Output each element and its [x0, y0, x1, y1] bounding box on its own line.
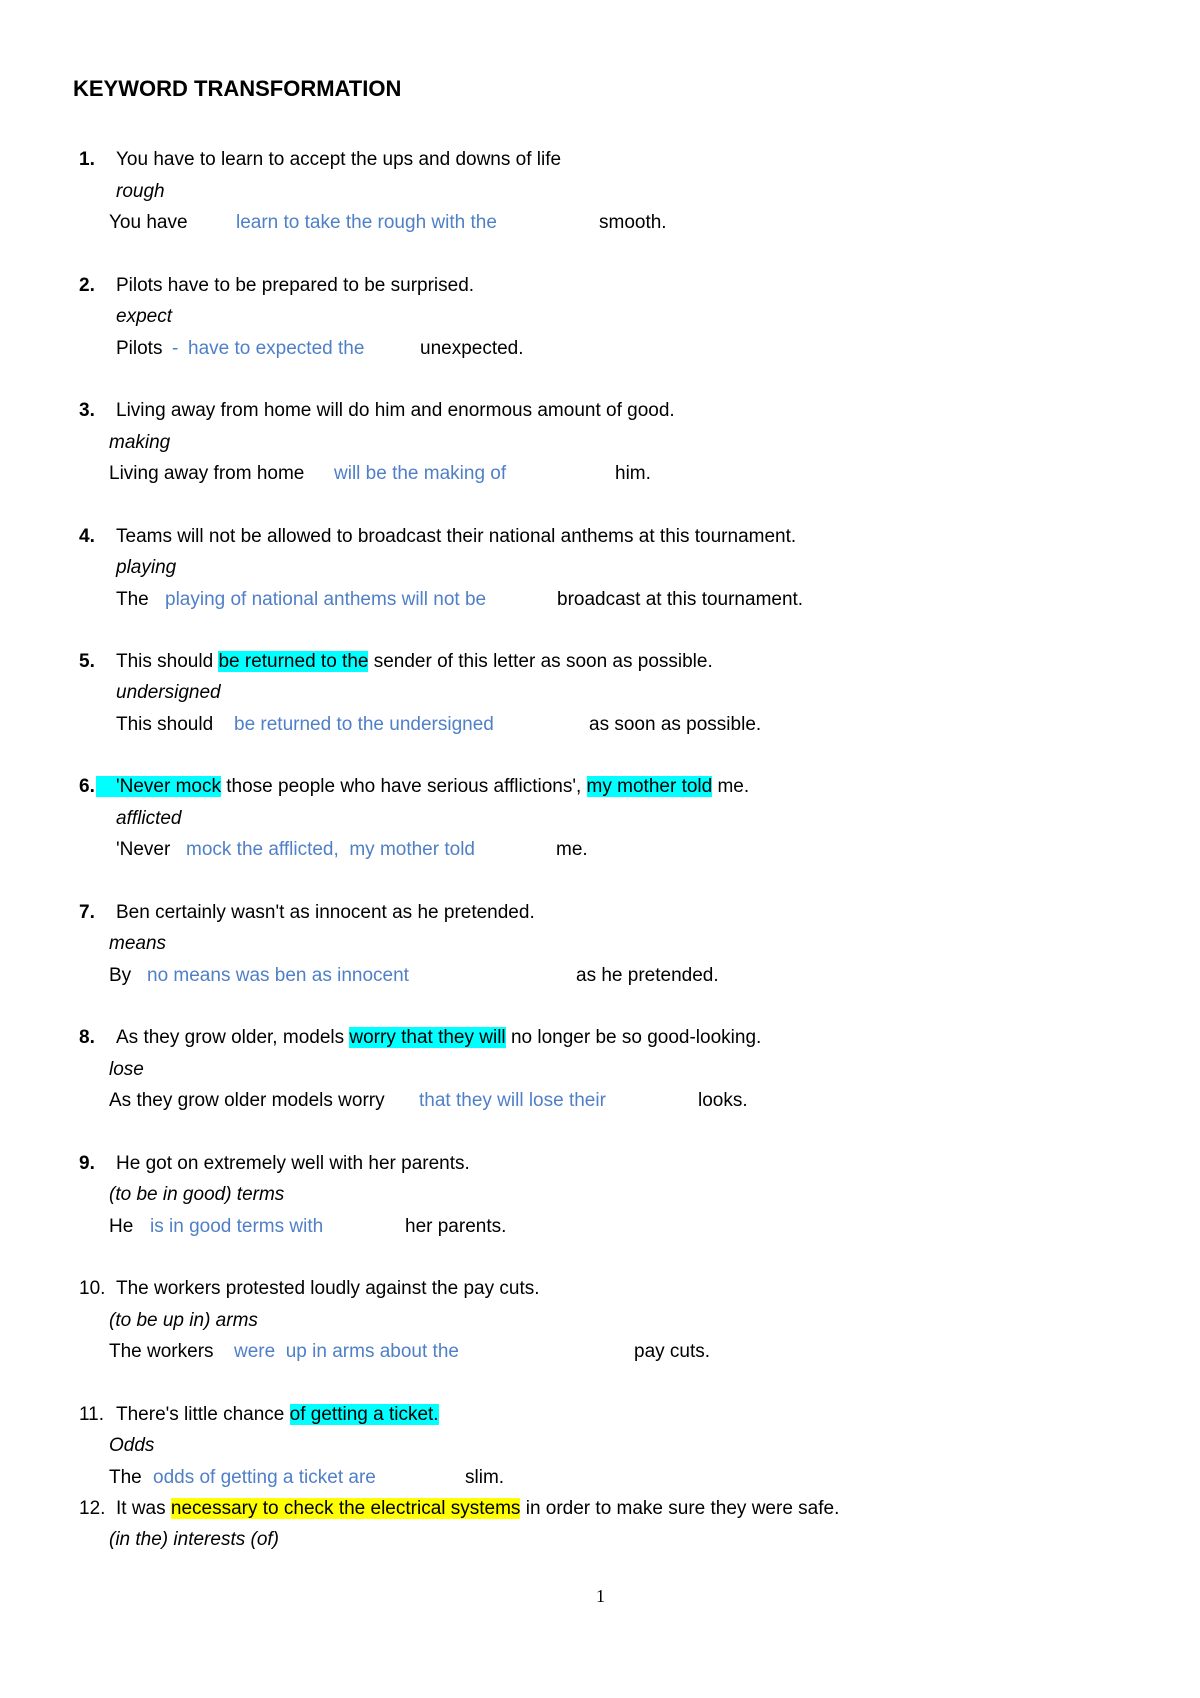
page-number: 1	[596, 1586, 605, 1606]
answer-start: Pilots	[116, 338, 163, 359]
answer-end: broadcast at this tournament.	[557, 589, 804, 610]
keyword: expect	[116, 306, 172, 327]
highlighted-phrase: necessary to check the electrical systems	[170, 1498, 521, 1519]
keyword: (in the) interests (of)	[109, 1529, 279, 1550]
answer-end: unexpected.	[420, 338, 524, 359]
answer-start: As they grow older models worry	[109, 1090, 385, 1111]
keyword: playing	[116, 557, 177, 578]
answer-text: no means was ben as innocent	[147, 965, 409, 986]
item-number: 7.	[79, 902, 95, 923]
highlighted-phrase: worry that they will	[349, 1027, 506, 1048]
sentence-part: me.	[712, 776, 750, 797]
answer-start: This should	[116, 714, 214, 735]
prompt-sentence	[116, 1497, 839, 1521]
item-number: 10.	[79, 1278, 106, 1299]
prompt-sentence: Teams will not be allowed to broadcast their national anthems at this tournament.	[116, 526, 797, 547]
answer-end: her parents.	[405, 1216, 507, 1237]
answer-start: The	[116, 589, 149, 610]
prompt-sentence: You have to learn to accept the ups and downs of life	[116, 149, 562, 170]
sentence-part: no longer be so good-looking.	[505, 1027, 762, 1048]
item-number: 8.	[79, 1027, 95, 1048]
sentence-part: those people who have serious afflictions',	[220, 776, 587, 797]
answer-text: were up in arms about the	[234, 1341, 459, 1362]
answer-text: playing of national anthems will not be	[165, 589, 487, 610]
answer-text: will be the making of	[334, 463, 507, 484]
item-number: 3.	[79, 400, 95, 421]
item-number: 11.	[79, 1404, 105, 1425]
answer-start: He	[109, 1216, 134, 1237]
prompt-sentence: He got on extremely well with her parents.	[116, 1153, 470, 1174]
answer-start: The workers	[109, 1341, 214, 1362]
answer-separator: -	[172, 338, 179, 359]
answer-end: him.	[615, 463, 651, 484]
keyword: lose	[109, 1059, 144, 1080]
sentence-part: in order to make sure they were safe.	[520, 1498, 840, 1519]
answer-text: that they will lose their	[419, 1090, 606, 1111]
item-number: 5.	[79, 651, 95, 672]
item-number: 2.	[79, 275, 95, 296]
sentence-part: This should	[116, 651, 219, 672]
page-title: KEYWORD TRANSFORMATION	[73, 76, 402, 101]
answer-text: mock the afflicted, my mother told	[186, 839, 475, 860]
sentence-part: As they grow older, models	[116, 1027, 350, 1048]
keyword: afflicted	[116, 808, 182, 829]
item-number: 4.	[79, 526, 95, 547]
prompt-sentence	[96, 775, 749, 799]
answer-end: slim.	[465, 1467, 505, 1488]
answer-text: odds of getting a ticket are	[153, 1467, 376, 1488]
highlighted-phrase: my mother told	[586, 776, 713, 797]
sentence-part: It was	[116, 1498, 171, 1519]
item-number: 12.	[79, 1498, 106, 1519]
answer-start: 'Never	[116, 839, 171, 860]
prompt-sentence: The workers protested loudly against the pay cuts.	[116, 1278, 540, 1299]
answer-end: looks.	[698, 1090, 748, 1111]
prompt-sentence: Pilots have to be prepared to be surprised.	[116, 275, 475, 296]
keyword: (to be in good) terms	[109, 1184, 285, 1205]
answer-start: By	[109, 965, 132, 986]
answer-text: be returned to the undersigned	[234, 714, 494, 735]
prompt-sentence	[116, 650, 713, 674]
answer-end: smooth.	[599, 212, 667, 233]
prompt-sentence	[116, 1026, 761, 1050]
answer-start: You have	[109, 212, 188, 233]
item-number: 9.	[79, 1153, 95, 1174]
keyword: making	[109, 432, 171, 453]
keyword: undersigned	[116, 682, 221, 703]
answer-text: have to expected the	[188, 338, 365, 359]
answer-text: learn to take the rough with the	[236, 212, 497, 233]
item-number: 6.	[79, 776, 95, 797]
item-number: 1.	[79, 149, 95, 170]
highlighted-phrase: be returned to the	[218, 651, 369, 672]
answer-end: me.	[556, 839, 588, 860]
answer-end: pay cuts.	[634, 1341, 711, 1362]
highlighted-phrase: of getting a ticket.	[289, 1404, 439, 1425]
keyword: rough	[116, 181, 165, 202]
sentence-part: There's little chance	[116, 1404, 290, 1425]
prompt-sentence: Living away from home will do him and enormous amount of good.	[116, 400, 675, 421]
keyword: means	[109, 933, 167, 954]
sentence-part: sender of this letter as soon as possible.	[368, 651, 713, 672]
prompt-sentence	[116, 1403, 439, 1427]
answer-start: The	[109, 1467, 142, 1488]
keyword: (to be up in) arms	[109, 1310, 258, 1331]
highlighted-phrase: 'Never mock	[96, 776, 221, 797]
answer-end: as he pretended.	[576, 965, 719, 986]
prompt-sentence: Ben certainly wasn't as innocent as he pretended.	[116, 902, 535, 923]
answer-end: as soon as possible.	[589, 714, 762, 735]
keyword: Odds	[109, 1435, 155, 1456]
answer-text: is in good terms with	[150, 1216, 324, 1237]
answer-start: Living away from home	[109, 463, 305, 484]
